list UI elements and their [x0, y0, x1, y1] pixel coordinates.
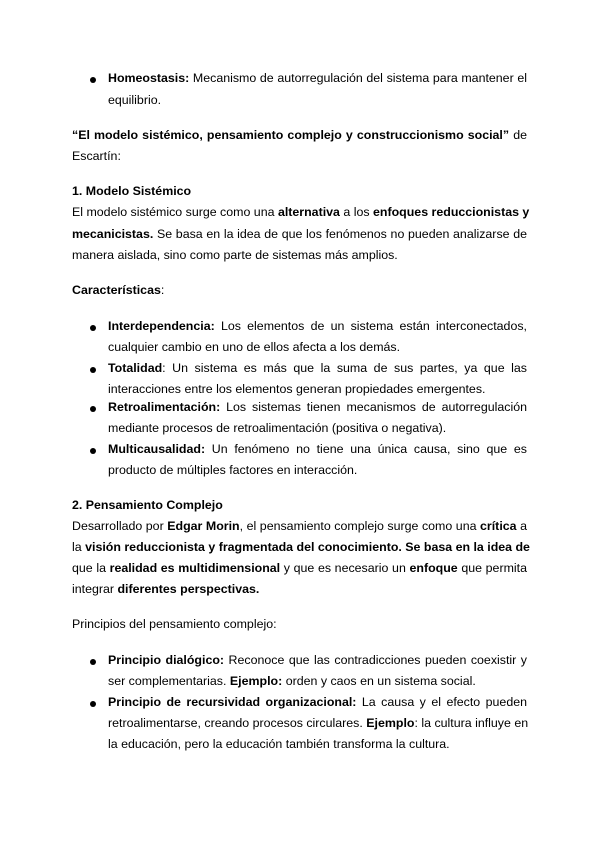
- principle-dialogico: Principio dialógico: Reconoce que las contradicciones pueden coexistir y: [108, 653, 527, 667]
- section1-para-line-1: El modelo sistémico surge como una alternativa a los enfoques reduccionistas y: [72, 205, 530, 219]
- list-item-totalidad-cont: interacciones entre los elementos generan propiedades emergentes.: [108, 382, 486, 396]
- list-item-totalidad: Totalidad: Un sistema es más que la suma de sus partes, ya que las: [108, 361, 527, 375]
- section1-para-line-3: manera aislada, sino como parte de sistemas más amplios.: [72, 248, 398, 262]
- intro-line-1: [72, 128, 527, 142]
- section2-para-line-4: integrar diferentes perspectivas.: [72, 582, 260, 596]
- homeostasis-text: Mecanismo de autorregulación del sistema para mantener el: [192, 71, 527, 85]
- section1-heading: 1. Modelo Sistémico: [72, 184, 192, 198]
- bullet-dot: [90, 406, 96, 412]
- homeostasis-line-2: equilibrio.: [108, 93, 162, 107]
- principle-recursividad-cont-2: la educación, pero la educación también transforma la cultura.: [108, 737, 450, 751]
- characteristics-label: Características:: [72, 283, 165, 297]
- list-item-retroalimentacion-cont: mediante procesos de retroalimentación (positiva o negativa).: [108, 421, 447, 435]
- bullet-dot: [90, 701, 96, 707]
- principle-recursividad-cont: retroalimentarse, creando procesos circulares. Ejemplo: la cultura influye en: [108, 716, 529, 730]
- intro-de: de: [513, 128, 527, 142]
- principles-intro: Principios del pensamiento complejo:: [72, 617, 277, 631]
- bullet-dot: [90, 77, 96, 83]
- section2-para-line-1: Desarrollado por Edgar Morin, el pensamiento complejo surge como una crítica a: [72, 519, 527, 533]
- homeostasis-line-1: [108, 71, 527, 85]
- principle-dialogico-cont: ser complementarias. Ejemplo: orden y caos en un sistema social.: [108, 674, 476, 688]
- intro-author: Escartín:: [72, 149, 121, 163]
- bullet-dot: [90, 659, 96, 665]
- list-item-interdependencia-cont: cualquier cambio en uno de ellos afecta a los demás.: [108, 340, 401, 354]
- bullet-dot: [90, 448, 96, 454]
- intro-title: “El modelo sistémico, pensamiento complejo y construccionismo social”: [72, 128, 510, 142]
- homeostasis-term: Homeostasis:: [108, 71, 190, 85]
- section1-para-line-2: mecanicistas. Se basa en la idea de que los fenómenos no pueden analizarse de: [72, 227, 527, 241]
- bullet-dot: [90, 325, 96, 331]
- list-item-retroalimentacion: Retroalimentación: Los sistemas tienen mecanismos de autorregulación: [108, 400, 527, 414]
- section2-heading: 2. Pensamiento Complejo: [72, 498, 223, 512]
- principle-recursividad: Principio de recursividad organizacional: La causa y el efecto pueden: [108, 695, 527, 709]
- list-item-interdependencia: Interdependencia: Los elementos de un sistema están interconectados,: [108, 319, 527, 333]
- section2-para-line-2: la visión reduccionista y fragmentada del conocimiento. Se basa en la idea de: [72, 540, 530, 554]
- list-item-multicausalidad: Multicausalidad: Un fenómeno no tiene una única causa, sino que es: [108, 442, 527, 456]
- bullet-dot: [90, 367, 96, 373]
- section2-para-line-3: que la realidad es multidimensional y que es necesario un enfoque que permita: [72, 561, 527, 575]
- list-item-multicausalidad-cont: producto de múltiples factores en interacción.: [108, 463, 358, 477]
